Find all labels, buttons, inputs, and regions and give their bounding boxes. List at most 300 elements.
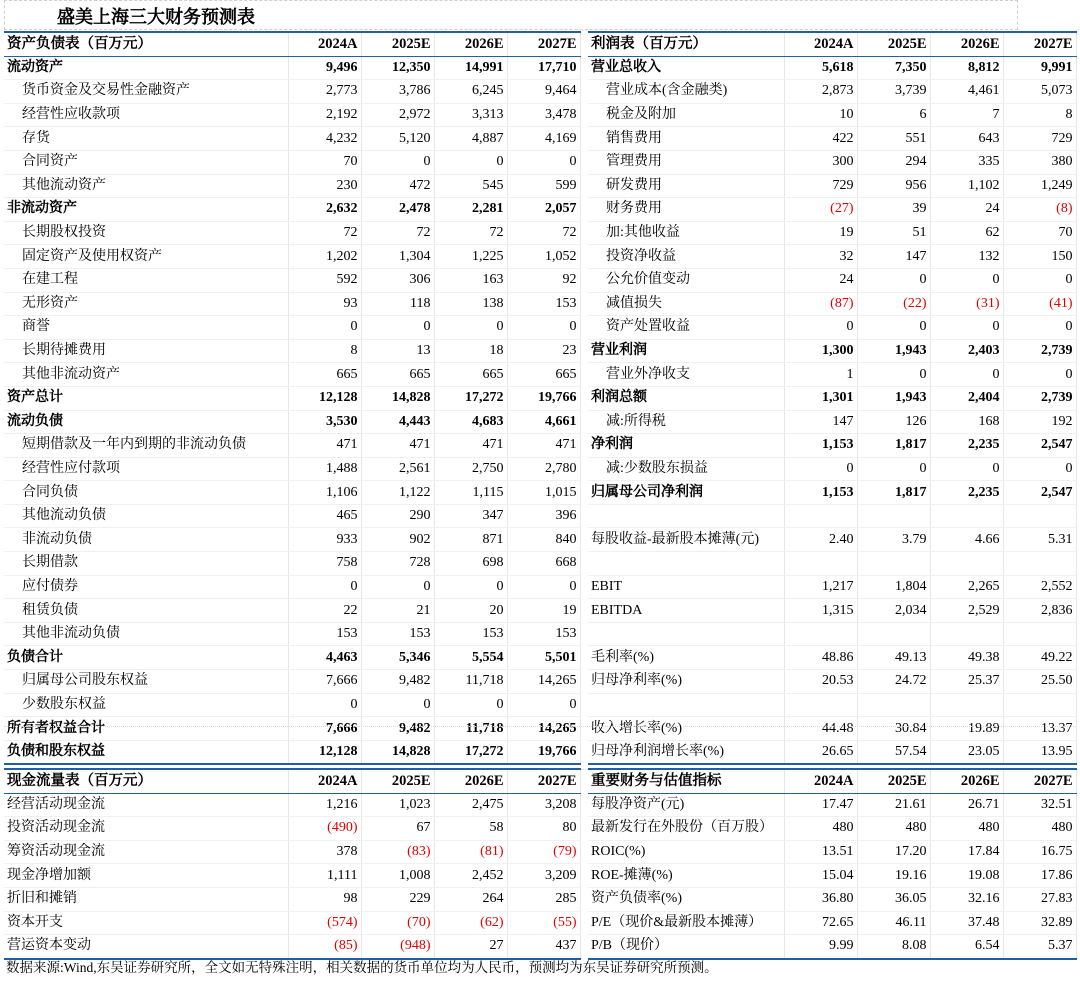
row-label: 归母净利率(%) bbox=[588, 670, 784, 694]
table-row bbox=[4, 127, 580, 151]
cell-value: 0 bbox=[1003, 457, 1076, 481]
cell-value: 25.37 bbox=[930, 670, 1003, 694]
cell-value: 9.99 bbox=[784, 935, 857, 959]
cell-value: 2,235 bbox=[930, 481, 1003, 505]
cell-value: 93 bbox=[288, 292, 361, 316]
cell-value: 592 bbox=[288, 268, 361, 292]
cell-value: 153 bbox=[507, 292, 580, 316]
cell-value bbox=[784, 693, 857, 717]
column-header: 2024A bbox=[784, 32, 857, 56]
cell-value: 19 bbox=[507, 599, 580, 623]
table-title: 资产负债表（百万元） bbox=[4, 32, 288, 56]
cell-value: 14,265 bbox=[507, 670, 580, 694]
table-row bbox=[4, 887, 580, 911]
cell-value: 70 bbox=[288, 150, 361, 174]
cell-value: 25.50 bbox=[1003, 670, 1076, 694]
cell-value: 665 bbox=[434, 363, 507, 387]
row-label: 加:其他收益 bbox=[588, 221, 784, 245]
cell-value: 19,766 bbox=[507, 740, 580, 764]
cell-value: 0 bbox=[930, 316, 1003, 340]
table-row bbox=[588, 840, 1076, 864]
cell-value: 1,943 bbox=[857, 386, 930, 410]
cash-flow-table bbox=[4, 768, 581, 960]
cell-value: 4,683 bbox=[434, 410, 507, 434]
cell-value: 230 bbox=[288, 174, 361, 198]
cell-value: 17.86 bbox=[1003, 864, 1076, 888]
table-row bbox=[588, 386, 1076, 410]
cell-value: 72 bbox=[434, 221, 507, 245]
cell-value: 22 bbox=[288, 599, 361, 623]
row-label: 投资活动现金流 bbox=[4, 817, 288, 841]
cell-value: 0 bbox=[361, 575, 434, 599]
cell-value: 2.40 bbox=[784, 528, 857, 552]
income-statement-table bbox=[588, 31, 1077, 765]
column-header: 2026E bbox=[930, 32, 1003, 56]
row-label: 货币资金及交易性金融资产 bbox=[4, 80, 288, 104]
cell-value: 2,265 bbox=[930, 575, 1003, 599]
row-label bbox=[588, 552, 784, 576]
row-label: 归属母公司净利润 bbox=[588, 481, 784, 505]
row-label: 净利润 bbox=[588, 434, 784, 458]
table-row bbox=[4, 575, 580, 599]
cell-value: 0 bbox=[784, 457, 857, 481]
cell-value: 0 bbox=[507, 150, 580, 174]
page-title: 盛美上海三大财务预测表 bbox=[57, 7, 255, 27]
cell-value: 27 bbox=[434, 935, 507, 959]
row-label: 管理费用 bbox=[588, 150, 784, 174]
cell-value: 17,272 bbox=[434, 740, 507, 764]
row-label: 无形资产 bbox=[4, 292, 288, 316]
cell-value: 0 bbox=[507, 575, 580, 599]
table-row bbox=[588, 339, 1076, 363]
row-label: 非流动资产 bbox=[4, 198, 288, 222]
cell-value: 0 bbox=[288, 693, 361, 717]
table-title: 重要财务与估值指标 bbox=[588, 769, 784, 793]
cell-value: 1,216 bbox=[288, 793, 361, 817]
cell-value: 0 bbox=[434, 693, 507, 717]
cell-value: 70 bbox=[1003, 221, 1076, 245]
cell-value: 4,232 bbox=[288, 127, 361, 151]
row-label: 非流动负债 bbox=[4, 528, 288, 552]
cell-value: (948) bbox=[361, 935, 434, 959]
table-row bbox=[588, 646, 1076, 670]
cell-value: 2,773 bbox=[288, 80, 361, 104]
cell-value: (22) bbox=[857, 292, 930, 316]
cell-value: 9,464 bbox=[507, 80, 580, 104]
row-label: ROIC(%) bbox=[588, 840, 784, 864]
table-row bbox=[4, 552, 580, 576]
cell-value: 471 bbox=[434, 434, 507, 458]
balance-sheet-table bbox=[4, 31, 581, 765]
row-label: 收入增长率(%) bbox=[588, 717, 784, 741]
cell-value: 0 bbox=[930, 268, 1003, 292]
cell-value: 471 bbox=[361, 434, 434, 458]
cell-value: 72.65 bbox=[784, 911, 857, 935]
table-row bbox=[588, 481, 1076, 505]
row-label: 其他流动资产 bbox=[4, 174, 288, 198]
cell-value: 0 bbox=[361, 150, 434, 174]
cell-value: 1,015 bbox=[507, 481, 580, 505]
cell-value: 4,169 bbox=[507, 127, 580, 151]
table-row bbox=[588, 504, 1076, 528]
cell-value: 2,552 bbox=[1003, 575, 1076, 599]
cell-value: 2,478 bbox=[361, 198, 434, 222]
cell-value bbox=[930, 693, 1003, 717]
row-label: 投资净收益 bbox=[588, 245, 784, 269]
cell-value: 17.20 bbox=[857, 840, 930, 864]
cell-value: 1,102 bbox=[930, 174, 1003, 198]
cell-value: 1,225 bbox=[434, 245, 507, 269]
table-row bbox=[588, 528, 1076, 552]
cell-value: 14,991 bbox=[434, 56, 507, 80]
table-row bbox=[4, 198, 580, 222]
cell-value: 668 bbox=[507, 552, 580, 576]
cell-value: 11,718 bbox=[434, 717, 507, 741]
cell-value: 2,034 bbox=[857, 599, 930, 623]
table-row bbox=[588, 670, 1076, 694]
cell-value: 665 bbox=[288, 363, 361, 387]
table-row bbox=[4, 268, 580, 292]
row-label: 减:所得税 bbox=[588, 410, 784, 434]
cell-value: 480 bbox=[930, 817, 1003, 841]
cell-value: 13.51 bbox=[784, 840, 857, 864]
table-row bbox=[4, 434, 580, 458]
key-metrics-table bbox=[588, 768, 1077, 960]
table-row bbox=[588, 198, 1076, 222]
table-row bbox=[588, 552, 1076, 576]
table-row bbox=[4, 457, 580, 481]
cell-value: 729 bbox=[784, 174, 857, 198]
table-row bbox=[4, 316, 580, 340]
cell-value: (85) bbox=[288, 935, 361, 959]
cell-value: 7,350 bbox=[857, 56, 930, 80]
cell-value: 285 bbox=[507, 887, 580, 911]
cell-value: 380 bbox=[1003, 150, 1076, 174]
cell-value: 2,632 bbox=[288, 198, 361, 222]
cell-value: 933 bbox=[288, 528, 361, 552]
cell-value: 26.71 bbox=[930, 793, 1003, 817]
row-label: 负债合计 bbox=[4, 646, 288, 670]
cell-value: 3,208 bbox=[507, 793, 580, 817]
cell-value: 0 bbox=[507, 316, 580, 340]
cell-value: 4,443 bbox=[361, 410, 434, 434]
cell-value: 1,008 bbox=[361, 864, 434, 888]
cell-value: 480 bbox=[784, 817, 857, 841]
cell-value: 72 bbox=[288, 221, 361, 245]
cell-value: 2,475 bbox=[434, 793, 507, 817]
table-row bbox=[4, 339, 580, 363]
cell-value: 1,115 bbox=[434, 481, 507, 505]
cell-value: 126 bbox=[857, 410, 930, 434]
cell-value: 80 bbox=[507, 817, 580, 841]
cell-value: 3,313 bbox=[434, 103, 507, 127]
row-label: 存货 bbox=[4, 127, 288, 151]
row-label: 归属母公司股东权益 bbox=[4, 670, 288, 694]
cell-value: 192 bbox=[1003, 410, 1076, 434]
cell-value: 2,529 bbox=[930, 599, 1003, 623]
cell-value: 21.61 bbox=[857, 793, 930, 817]
cell-value: 32.89 bbox=[1003, 911, 1076, 935]
table-row bbox=[4, 292, 580, 316]
row-label: 经营性应付款项 bbox=[4, 457, 288, 481]
table-row bbox=[4, 817, 580, 841]
cell-value: (81) bbox=[434, 840, 507, 864]
cell-value: 12,128 bbox=[288, 386, 361, 410]
column-header: 2026E bbox=[434, 769, 507, 793]
cell-value: 57.54 bbox=[857, 740, 930, 764]
row-label: 长期股权投资 bbox=[4, 221, 288, 245]
cell-value: 6,245 bbox=[434, 80, 507, 104]
cell-value: (27) bbox=[784, 198, 857, 222]
table-row bbox=[588, 817, 1076, 841]
cell-value: 39 bbox=[857, 198, 930, 222]
cell-value: 19.89 bbox=[930, 717, 1003, 741]
cell-value: 27.83 bbox=[1003, 887, 1076, 911]
cell-value: 30.84 bbox=[857, 717, 930, 741]
cell-value: 6 bbox=[857, 103, 930, 127]
cell-value: 3,786 bbox=[361, 80, 434, 104]
cell-value: 7,666 bbox=[288, 670, 361, 694]
table-row bbox=[4, 793, 580, 817]
cell-value bbox=[1003, 552, 1076, 576]
title-box bbox=[4, 0, 1018, 30]
cell-value: 153 bbox=[507, 622, 580, 646]
cell-value bbox=[857, 504, 930, 528]
table-row bbox=[588, 245, 1076, 269]
row-label: 资产负债率(%) bbox=[588, 887, 784, 911]
cell-value: 480 bbox=[1003, 817, 1076, 841]
table-row bbox=[588, 911, 1076, 935]
cell-value: 545 bbox=[434, 174, 507, 198]
table-row bbox=[588, 599, 1076, 623]
cell-value: 9,482 bbox=[361, 717, 434, 741]
cell-value: 2,750 bbox=[434, 457, 507, 481]
cell-value: 0 bbox=[1003, 316, 1076, 340]
table-row bbox=[4, 670, 580, 694]
cell-value: 153 bbox=[361, 622, 434, 646]
table-row bbox=[4, 245, 580, 269]
cell-value: 347 bbox=[434, 504, 507, 528]
column-header: 2026E bbox=[434, 32, 507, 56]
row-label: 负债和股东权益 bbox=[4, 740, 288, 764]
table-row bbox=[588, 410, 1076, 434]
cell-value: 471 bbox=[507, 434, 580, 458]
cell-value: 19.16 bbox=[857, 864, 930, 888]
table-row bbox=[4, 410, 580, 434]
cell-value: 5,073 bbox=[1003, 80, 1076, 104]
cell-value: 48.86 bbox=[784, 646, 857, 670]
cell-value: 4,887 bbox=[434, 127, 507, 151]
cell-value: 1,153 bbox=[784, 434, 857, 458]
table-row bbox=[588, 575, 1076, 599]
cell-value: 902 bbox=[361, 528, 434, 552]
cell-value: 11,718 bbox=[434, 670, 507, 694]
cell-value: 480 bbox=[857, 817, 930, 841]
row-label: EBIT bbox=[588, 575, 784, 599]
table-row bbox=[4, 363, 580, 387]
row-label: 筹资活动现金流 bbox=[4, 840, 288, 864]
cell-value: 9,482 bbox=[361, 670, 434, 694]
cell-value: 871 bbox=[434, 528, 507, 552]
cell-value: (490) bbox=[288, 817, 361, 841]
table-row bbox=[4, 504, 580, 528]
row-label: 流动资产 bbox=[4, 56, 288, 80]
row-label: 其他非流动负债 bbox=[4, 622, 288, 646]
cell-value bbox=[784, 504, 857, 528]
cell-value: 19.08 bbox=[930, 864, 1003, 888]
row-label: P/E（现价&最新股本摊薄） bbox=[588, 911, 784, 935]
row-label: 经营性应收款项 bbox=[4, 103, 288, 127]
table-row bbox=[588, 363, 1076, 387]
row-label: 应付债券 bbox=[4, 575, 288, 599]
section-gap bbox=[4, 726, 1076, 770]
table-title: 利润表（百万元） bbox=[588, 32, 784, 56]
cell-value: 98 bbox=[288, 887, 361, 911]
table-row bbox=[4, 646, 580, 670]
table-row bbox=[4, 80, 580, 104]
cell-value: 2,192 bbox=[288, 103, 361, 127]
cell-value: 0 bbox=[857, 363, 930, 387]
cell-value: 12,350 bbox=[361, 56, 434, 80]
table-row bbox=[588, 268, 1076, 292]
cell-value: 0 bbox=[434, 316, 507, 340]
cell-value: 20 bbox=[434, 599, 507, 623]
column-header: 2025E bbox=[857, 769, 930, 793]
cell-value: (62) bbox=[434, 911, 507, 935]
cell-value: 665 bbox=[507, 363, 580, 387]
cell-value: 24 bbox=[930, 198, 1003, 222]
row-label: 每股净资产(元) bbox=[588, 793, 784, 817]
cell-value: 32 bbox=[784, 245, 857, 269]
table-row bbox=[588, 103, 1076, 127]
cell-value: (574) bbox=[288, 911, 361, 935]
cell-value: 2,972 bbox=[361, 103, 434, 127]
cell-value: 51 bbox=[857, 221, 930, 245]
cell-value: 229 bbox=[361, 887, 434, 911]
cell-value: 3.79 bbox=[857, 528, 930, 552]
cell-value: 1,217 bbox=[784, 575, 857, 599]
row-label: 固定资产及使用权资产 bbox=[4, 245, 288, 269]
cell-value: 5,618 bbox=[784, 56, 857, 80]
cell-value: 2,404 bbox=[930, 386, 1003, 410]
cell-value: 471 bbox=[288, 434, 361, 458]
cell-value: (79) bbox=[507, 840, 580, 864]
cell-value: 0 bbox=[361, 693, 434, 717]
table-row bbox=[4, 56, 580, 80]
table-row bbox=[4, 864, 580, 888]
table-header-row bbox=[588, 32, 1076, 56]
table-row bbox=[588, 221, 1076, 245]
table-row bbox=[588, 457, 1076, 481]
cell-value: 46.11 bbox=[857, 911, 930, 935]
cell-value: 14,828 bbox=[361, 386, 434, 410]
table-row bbox=[588, 316, 1076, 340]
cell-value: 758 bbox=[288, 552, 361, 576]
cell-value: (87) bbox=[784, 292, 857, 316]
row-label: 营业外净收支 bbox=[588, 363, 784, 387]
cell-value: 1,804 bbox=[857, 575, 930, 599]
cell-value: 49.22 bbox=[1003, 646, 1076, 670]
cell-value: 17,710 bbox=[507, 56, 580, 80]
cell-value: 19 bbox=[784, 221, 857, 245]
cell-value: 49.38 bbox=[930, 646, 1003, 670]
cell-value: 290 bbox=[361, 504, 434, 528]
column-header: 2024A bbox=[288, 32, 361, 56]
table-row bbox=[588, 150, 1076, 174]
column-header: 2027E bbox=[1003, 769, 1076, 793]
cell-value: 4,661 bbox=[507, 410, 580, 434]
table-row bbox=[4, 103, 580, 127]
cell-value: 2,235 bbox=[930, 434, 1003, 458]
cell-value: 19,766 bbox=[507, 386, 580, 410]
cell-value: 1,300 bbox=[784, 339, 857, 363]
cell-value: 956 bbox=[857, 174, 930, 198]
row-label: 少数股东权益 bbox=[4, 693, 288, 717]
row-label: 长期待摊费用 bbox=[4, 339, 288, 363]
column-header: 2025E bbox=[857, 32, 930, 56]
cell-value: 1 bbox=[784, 363, 857, 387]
cell-value: 422 bbox=[784, 127, 857, 151]
cell-value: 0 bbox=[930, 363, 1003, 387]
cell-value: 8,812 bbox=[930, 56, 1003, 80]
cell-value: 168 bbox=[930, 410, 1003, 434]
cell-value: 14,828 bbox=[361, 740, 434, 764]
cell-value: 16.75 bbox=[1003, 840, 1076, 864]
cell-value: (70) bbox=[361, 911, 434, 935]
cell-value: 698 bbox=[434, 552, 507, 576]
cell-value: 17.47 bbox=[784, 793, 857, 817]
cell-value: 12,128 bbox=[288, 740, 361, 764]
cell-value: (8) bbox=[1003, 198, 1076, 222]
cell-value: 0 bbox=[857, 316, 930, 340]
row-label: 流动负债 bbox=[4, 410, 288, 434]
cell-value: 551 bbox=[857, 127, 930, 151]
row-label: 在建工程 bbox=[4, 268, 288, 292]
cell-value bbox=[930, 622, 1003, 646]
cell-value: 264 bbox=[434, 887, 507, 911]
cell-value: 18 bbox=[434, 339, 507, 363]
cell-value: 0 bbox=[857, 268, 930, 292]
table-row bbox=[4, 150, 580, 174]
cell-value: 437 bbox=[507, 935, 580, 959]
row-label: 长期借款 bbox=[4, 552, 288, 576]
column-header: 2024A bbox=[784, 769, 857, 793]
cell-value: 378 bbox=[288, 840, 361, 864]
row-label: 商誉 bbox=[4, 316, 288, 340]
cell-value: 0 bbox=[361, 316, 434, 340]
row-label bbox=[588, 504, 784, 528]
row-label: 资产处置收益 bbox=[588, 316, 784, 340]
cell-value: 2,403 bbox=[930, 339, 1003, 363]
row-label: 营运资本变动 bbox=[4, 935, 288, 959]
cell-value: 62 bbox=[930, 221, 1003, 245]
cell-value: 10 bbox=[784, 103, 857, 127]
table-row bbox=[4, 221, 580, 245]
table-row bbox=[4, 693, 580, 717]
cell-value: 840 bbox=[507, 528, 580, 552]
cell-value: 0 bbox=[1003, 363, 1076, 387]
cell-value bbox=[784, 552, 857, 576]
cell-value: 17,272 bbox=[434, 386, 507, 410]
table-row bbox=[588, 80, 1076, 104]
table-row bbox=[4, 528, 580, 552]
cell-value bbox=[1003, 504, 1076, 528]
cell-value: 7 bbox=[930, 103, 1003, 127]
row-label: 减:少数股东损益 bbox=[588, 457, 784, 481]
cell-value: 17.84 bbox=[930, 840, 1003, 864]
cell-value: 14,265 bbox=[507, 717, 580, 741]
row-label: 利润总额 bbox=[588, 386, 784, 410]
